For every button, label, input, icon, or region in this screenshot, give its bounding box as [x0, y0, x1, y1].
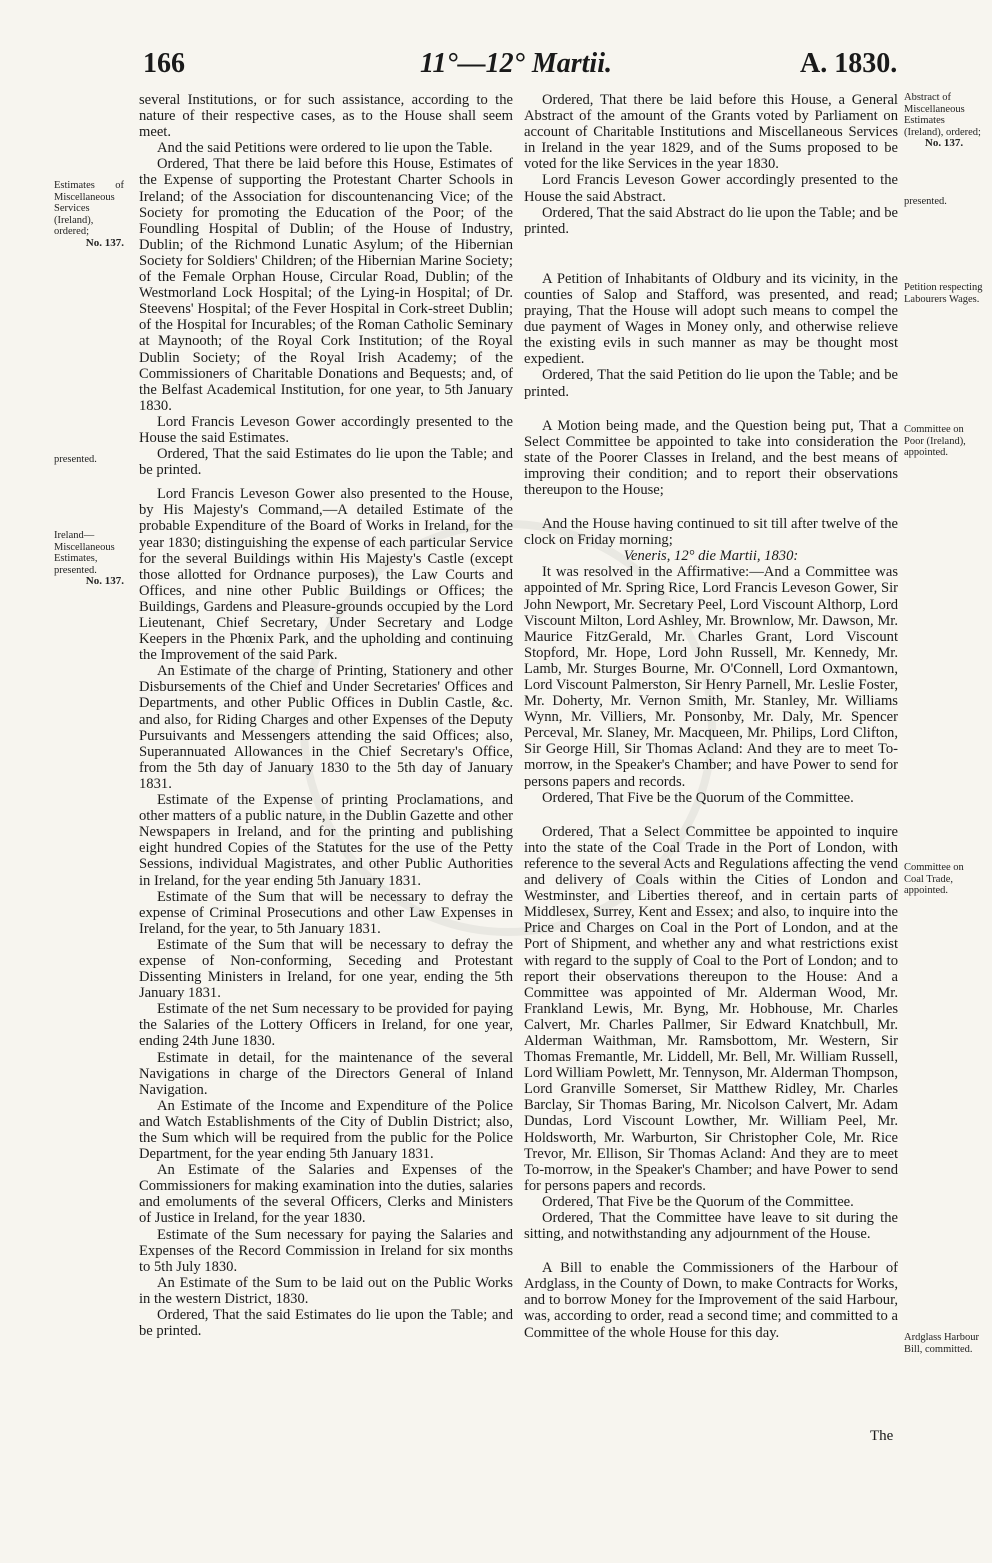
left-column	[54, 92, 513, 1340]
header-date: 11°—12° Martii.	[420, 48, 612, 79]
paragraph: Ordered, That the said Estimates do lie upon the Table; and be printed.	[139, 1307, 513, 1340]
paragraph: Ordered, That the said Estimates do lie upon the Table; and be printed.	[139, 446, 513, 479]
paragraph: Ordered, That a Select Committee be appointed to inquire into the state of the Coal Trade in the Port of London, with reference to the several Acts and Regulations affecting the vend and delivery of Coals within the Cities of London and Westminster, and Liberties thereof, and in certain parts of Middlesex, Surrey, Kent and Essex; and also, to inquire into the Price and Charges on Coal in the Port of London, and at the Port of Shipment, and whether any and what restrictions exist with regard to the supply of Coal to the Port of London; and to report their observations thereupon to the House: And a Committee was appointed of Mr. Alderman Wood, Mr. Frankland Lewis, Mr. Byng, Mr. Hobhouse, Mr. Charles Calvert, Mr. Charles Pallmer, Sir Edward Knatchbull, Mr. Alderman Waithman, Mr. Ramsbottom, Mr. Western, Sir Thomas Fremantle, Mr. Liddell, Mr. Bell, Mr. William Russell, Lord William Powlett, Mr. Tennyson, Mr. Alderman Thompson, Lord Granville Somerset, Sir Matthew Ridley, Mr. Charles Barclay, Sir Thomas Baring, Mr. Nicolson Calvert, Mr. Adam Dundas, Lord Viscount Lowther, Mr. William Peel, Mr. Holdsworth, Mr. Warburton, Sir Christopher Cole, Mr. Rice Trevor, Mr. Ellison, Sir Thomas Acland: And they are to meet To-morrow, in the Speaker's Chamber; and have Power to send for persons papers and records.	[524, 823, 898, 1194]
paragraph: A Motion being made, and the Question being put, That a Select Committee be appointed to take into consideration the state of the Poorer Classes in Ireland, and the best means of improving their condition; and to report their observations thereupon to the House;	[524, 417, 898, 498]
margin-note: Ardglass Harbour Bill, committed.	[904, 1332, 979, 1355]
paragraph: several Institutions, or for such assistance, according to the nature of their respective cases, as to the House shall seem meet.	[139, 92, 513, 141]
paragraph: Estimate of the Sum necessary for paying the Salaries and Expenses of the Record Commission in Ireland for six months to 5th July 1830.	[139, 1226, 513, 1275]
paragraph: Estimate of the Sum that will be necessary to defray the expense of Non-conforming, Seceding and Protestant Dissenting Ministers in Ireland, for one year, ending the 5th January 1831.	[139, 936, 513, 1002]
paragraph: Lord Francis Leveson Gower accordingly presented to the House the said Abstract.	[524, 172, 898, 205]
paragraph: A Bill to enable the Commissioners of the Harbour of Ardglass, in the County of Down, to make Contracts for Works, and to borrow Money for the Improvement of the said Harbour, was, according to order, read a second time; and committed to a Committee of the whole House for this day.	[524, 1260, 898, 1341]
margin-note: Committee on Coal Trade, appointed.	[904, 862, 964, 896]
paragraph: Lord Francis Leveson Gower accordingly presented to the House the said Estimates.	[139, 413, 513, 446]
paragraph: Ordered, That the Committee have leave to sit during the sitting, and notwithstanding any adjournment of the House.	[524, 1210, 898, 1243]
paragraph: An Estimate of the Sum to be laid out on the Public Works in the western District, 1830.	[139, 1274, 513, 1307]
catchword: The	[870, 1428, 894, 1444]
paragraph: Ordered, That there be laid before this House, a General Abstract of the amount of the Grants voted by Parliament on account of Charitable Institutions and Miscellaneous Services in Ireland in the year 1829, and of the Sums proposed to be voted for the like Services in the year 1830.	[524, 92, 898, 173]
paragraph: Estimate of the net Sum necessary to be provided for paying the Salaries of the Lottery Officers in Ireland, for one year, ending 24th June 1830.	[139, 1001, 513, 1050]
paragraph: Estimate of the Sum that will be necessary to defray the expense of Criminal Prosecutions and other Law Expenses in Ireland, for the year, to 5th January 1831.	[139, 888, 513, 937]
paragraph: Ordered, That Five be the Quorum of the Committee.	[542, 789, 854, 806]
paragraph: An Estimate of the Salaries and Expenses of the Commissioners for making examination into the duties, salaries and emoluments of the several Officers, Clerks and Ministers of Justice in Ireland, for the year 1830.	[139, 1162, 513, 1227]
dateline: Veneris, 12° die Martii, 1830:	[623, 548, 799, 565]
paragraph: And the said Petitions were ordered to lie upon the Table.	[157, 140, 493, 157]
right-column	[524, 92, 898, 1341]
header-year: A. 1830.	[800, 48, 898, 79]
paragraph: An Estimate of the Income and Expenditure of the Police and Watch Establishments of the City of Dublin District; also, the Sum which will be required from the public for the Police Department, for the year ending 5th January 1831.	[139, 1097, 513, 1163]
paragraph: And the House having continued to sit till after twelve of the clock on Friday morning;	[524, 516, 898, 549]
margin-note: Committee on Poor (Ireland), appointed.	[904, 424, 966, 458]
paragraph: Lord Francis Leveson Gower also presented to the House, by His Majesty's Command,—A detailed Estimate of the probable Expenditure of the Board of Works in Ireland, for the year 1830; distinguishing the expense of each particular Service for the several Buildings within His Majesty's Castle (except those allotted for Ordnance purposes), the Law Courts and Offices, and nine other Public Buildings or Offices; the Buildings, Gardens and Pleasure-grounds occupied by the Lord Lieutenant, Chief Secretary, Under Secretary and Lodge Keepers in the Phœnix Park, and the upholding and continuing the Improvement of the said Park.	[139, 486, 513, 664]
paragraph: A Petition of Inhabitants of Oldbury and its vicinity, in the counties of Salop and Stafford, was presented, and read; praying, That the House will adopt such means to compel the due payment of Wages in Money only, and otherwise relieve the existing evils in such manner as may be thought most expedient.	[524, 270, 898, 368]
paragraph: It was resolved in the Affirmative:—And a Committee was appointed of Mr. Spring Rice, Lord Francis Leveson Gower, Sir John Newport, Mr. Secretary Peel, Lord Viscount Althorp, Lord Viscount Milton, Lord Ashley, Mr. Brownlow, Mr. Dawson, Mr. Maurice FitzGerald, Mr. Charles Grant, Lord Viscount Stopford, Mr. Hope, Lord John Russell, Mr. Kennedy, Mr. Lamb, Mr. Sturges Bourne, Mr. O'Connell, Lord Oxmantown, Lord Viscount Palmerston, Sir Henry Parnell, Mr. Leslie Foster, Mr. Doherty, Mr. Vernon Smith, Mr. Stanley, Mr. Williams Wynn, Mr. Villiers, Mr. Ponsonby, Mr. Daly, Mr. Spencer Perceval, Mr. Slaney, Mr. Macqueen, Mr. Philips, Lord Clifton, Sir George Hill, Sir Thomas Acland: And they are to meet To-morrow, in the Speaker's Chamber; and have Power to send for persons papers and records.	[524, 564, 898, 790]
margin-note: presented.	[904, 196, 947, 207]
paragraph: Ordered, That Five be the Quorum of the Committee.	[542, 1193, 854, 1210]
margin-note: Abstract of Miscellaneous Estimates (Ireland), ordered; No. 137.	[904, 92, 981, 149]
page-header	[0, 48, 992, 88]
margin-note: Ireland—Miscellaneous Estimates, presented. No. 137.	[54, 530, 124, 587]
paragraph: Estimate of the Expense of printing Proclamations, and other matters of a public nature, in the Dublin Gazette and other Newspapers in Ireland, and for the printing and publishing eight hundred Copies of the Statutes for the use of the Petty Sessions, individual Magistrates, and other Public Authorities in Ireland, for the year ending 5th January 1831.	[139, 792, 513, 889]
margin-note: Petition respecting Labourers Wages.	[904, 282, 983, 305]
paragraph: Ordered, That the said Abstract do lie upon the Table; and be printed.	[524, 204, 898, 237]
paragraph: Ordered, That there be laid before this House, Estimates of the Expense of supporting the Protestant Charter Schools in Ireland; of the Association for discountenancing Vice; of the Society for promoting the Education of the Poor; of the Foundling Hospital of Dublin; of the House of Industry, Dublin; of the Richmond Lunatic Asylum; of the Hibernian Society for Soldiers' Children; of the Hibernian Marine Society; of the Female Orphan House, Circular Road, Dublin; of the Westmorland Lock Hospital; of the Lying-in Hospital; of Dr. Steevens' Hospital; of the Fever Hospital in Cork-street Dublin; of the Hospital for Incurables; of the Roman Catholic Seminary at Maynooth; of the Royal Cork Institution; of the Royal Dublin Society; of the Royal Irish Academy; of the Commissioners of Charitable Donations and Bequests; and, of the Belfast Academical Institution, for one year, to 5th January 1830.	[139, 156, 513, 414]
margin-note: presented.	[54, 454, 97, 465]
paragraph: Estimate in detail, for the maintenance of the several Navigations in charge of the Directors General of Inland Navigation.	[139, 1049, 513, 1098]
paragraph: Ordered, That the said Petition do lie upon the Table; and be printed.	[524, 367, 898, 400]
paragraph: An Estimate of the charge of Printing, Stationery and other Disbursements of the Chief and Under Secretaries' Offices and Departments, and other Public Offices in Dublin Castle, &c. and also, for Riding Charges and other Expenses of the Deputy Pursuivants and Messengers attending the said Offices; also, Superannuated Allowances in the Chief Secretary's Office, from the 5th day of January 1830 to the 5th day of January 1831.	[139, 663, 513, 792]
page-number: 166	[143, 48, 185, 79]
margin-note: Estimates of Miscellaneous Services (Ireland), ordered; No. 137.	[54, 180, 124, 249]
